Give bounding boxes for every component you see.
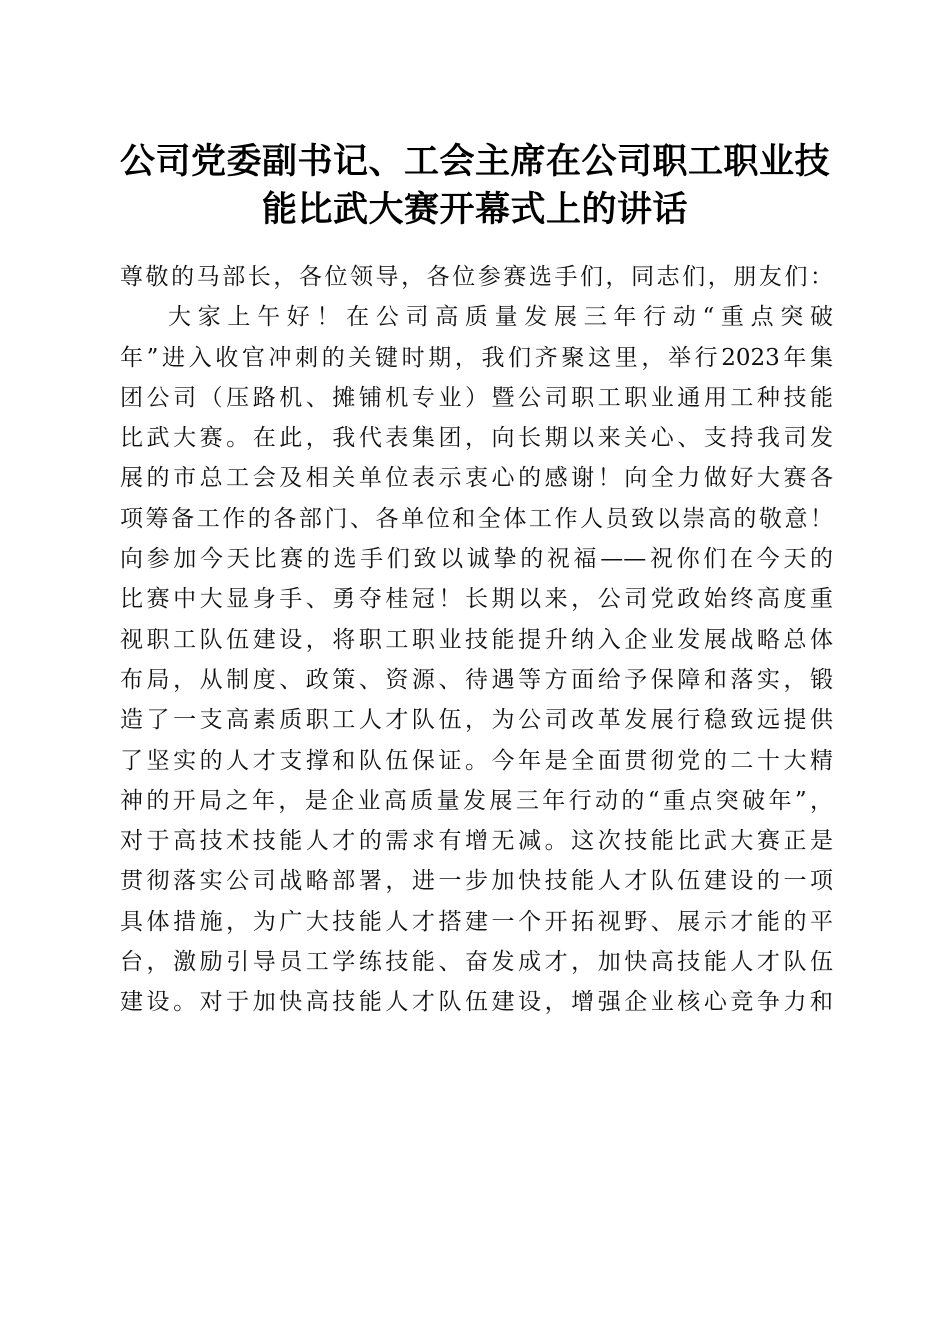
paragraph-line: 大家上午好！在公司高质量发展三年行动“重点突破 (168, 304, 833, 331)
paragraph-line: 比武大赛。在此，我代表集团，向长期以来关心、支持我司发 (120, 425, 833, 452)
paragraph-line: 台，激励引导员工学练技能、奋发成才，加快高技能人才队伍 (120, 949, 833, 976)
paragraph-line: 具体措施，为广大技能人才搭建一个开拓视野、展示才能的平 (120, 908, 833, 935)
paragraph-line: 向参加今天比赛的选手们致以诚挚的祝福——祝你们在今天的 (120, 546, 833, 573)
paragraph-line: 项筹备工作的各部门、各单位和全体工作人员致以崇高的敬意！ (120, 505, 833, 532)
paragraph-line: 年”进入收官冲刺的关键时期，我们齐聚这里，举行2023年集 (120, 344, 833, 371)
paragraph-line: 贯彻落实公司战略部署，进一步加快技能人才队伍建设的一项 (120, 868, 833, 895)
paragraph-line: 神的开局之年，是企业高质量发展三年行动的“重点突破年”， (120, 787, 833, 814)
paragraph-line: 比赛中大显身手、勇夺桂冠！长期以来，公司党政始终高度重 (120, 586, 833, 613)
document-body (120, 257, 833, 1023)
title-line-1: 公司党委副书记、工会主席在公司职工职业技 (119, 141, 830, 182)
paragraph-line: 布局，从制度、政策、资源、待遇等方面给予保障和落实，锻 (120, 666, 833, 693)
paragraph-line: 造了一支高素质职工人才队伍，为公司改革发展行稳致远提供 (120, 707, 833, 734)
paragraph-line: 对于高技术技能人才的需求有增无减。这次技能比武大赛正是 (120, 828, 833, 855)
paragraph-line: 团公司（压路机、摊铺机专业）暨公司职工职业通用工种技能 (120, 384, 833, 411)
paragraph-line: 了坚实的人才支撑和队伍保证。今年是全面贯彻党的二十大精 (120, 747, 833, 774)
document-title (110, 138, 840, 234)
paragraph-line: 建设。对于加快高技能人才队伍建设，增强企业核心竞争力和 (120, 989, 833, 1016)
paragraph-line: 展的市总工会及相关单位表示衷心的感谢！向全力做好大赛各 (120, 465, 833, 492)
paragraph-line: 视职工队伍建设，将职工职业技能提升纳入企业发展战略总体 (120, 626, 833, 653)
salutation: 尊敬的马部长，各位领导，各位参赛选手们，同志们，朋友们： (120, 264, 833, 290)
title-line-2: 能比武大赛开幕式上的讲话 (261, 189, 688, 230)
